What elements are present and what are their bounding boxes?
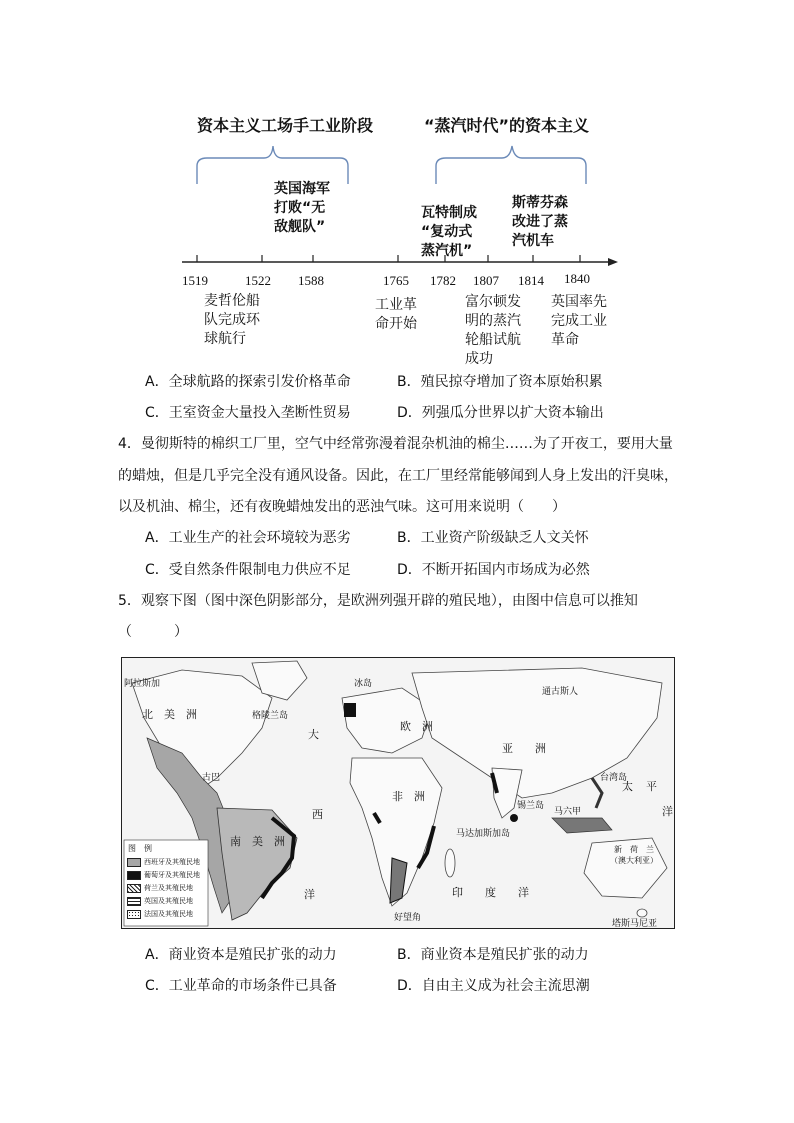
map-label-sri-lanka: 锡兰岛: [517, 801, 545, 811]
map-label-tongusi: 通古斯人: [542, 687, 579, 697]
q3-option-c[interactable]: C．王室资金大量投入垄断性贸易: [145, 405, 351, 421]
event-fulton: 富尔顿发 明的蒸汽 轮船试航 成功: [465, 294, 521, 367]
legend-portugal: [127, 870, 200, 880]
legend-netherlands: [127, 883, 193, 893]
q4-option-b[interactable]: B．工业资产阶级缺乏人文关怀: [397, 530, 589, 546]
timeline-ticks: [197, 255, 580, 262]
timeline-header-right: “蒸汽时代”的资本主义: [424, 116, 590, 135]
map-label-south-america: 南 美 洲: [230, 835, 285, 848]
q4-option-c[interactable]: C．受自然条件限制电力供应不足: [145, 562, 351, 578]
map-label-atlantic-yang: 洋: [304, 888, 315, 901]
map-label-pacific-tai: 太: [622, 780, 633, 793]
map-label-pacific-yang: 洋: [662, 805, 673, 818]
madagascar-shape: [445, 849, 455, 877]
legend-britain: [127, 896, 193, 906]
event-magellan: 麦哲伦船 队完成环 球航行: [204, 293, 260, 347]
q5-stem-line2: （ ）: [118, 624, 188, 640]
legend-swatch-france: [127, 910, 141, 919]
map-label-greenland: 格陵兰岛: [252, 711, 289, 721]
event-stephenson: 斯蒂芬森 改进了蒸 汽机车: [512, 195, 568, 249]
map-label-europe: 欧 洲: [400, 720, 433, 733]
q5-option-c[interactable]: C．工业革命的市场条件已具备: [145, 978, 337, 994]
map-label-cape: 好望角: [394, 913, 422, 923]
q4-stem-line1: 4．曼彻斯特的棉织工厂里，空气中经常弥漫着混杂机油的棉尘……为了开夜工，要用大量: [118, 436, 673, 452]
legend-swatch-netherlands: [127, 884, 141, 893]
year-1588: 1588: [298, 273, 324, 288]
legend-swatch-spain: [127, 858, 141, 867]
legend-label-spain: 西班牙及其殖民地: [144, 858, 200, 866]
q4-option-a[interactable]: A．工业生产的社会环境较为恶劣: [145, 530, 351, 546]
map-label-madagascar: 马达加斯加岛: [456, 829, 511, 839]
event-ir-start: 工业革 命开始: [375, 297, 417, 332]
q4-stem-line2: 的蜡烛，但是几乎完全没有通风设备。因此，在工厂里经常能够闻到人身上发出的汗臭味，: [118, 468, 678, 484]
map-label-north-america: 北 美 洲: [142, 708, 197, 721]
legend-label-france: 法国及其殖民地: [144, 910, 193, 918]
year-1519: 1519: [182, 273, 208, 288]
legend-label-britain: 英国及其殖民地: [144, 897, 193, 905]
map-label-indian-ocean: 印 度 洋: [452, 886, 529, 899]
ceylon-mark: [510, 814, 518, 822]
year-1765: 1765: [383, 273, 409, 288]
year-1807: 1807: [473, 273, 499, 288]
map-label-cuba: 古巴: [202, 773, 221, 783]
legend-label-portugal: 葡萄牙及其殖民地: [144, 871, 200, 879]
map-label-asia: 亚 洲: [502, 742, 546, 755]
year-1782: 1782: [430, 273, 456, 288]
map-label-taiwan: 台湾岛: [600, 773, 628, 783]
year-1814: 1814: [518, 273, 544, 288]
map-label-alaska: 阿拉斯加: [124, 679, 161, 689]
q3-option-b[interactable]: B．殖民掠夺增加了资本原始积累: [397, 374, 603, 390]
q5-option-d[interactable]: D．自由主义成为社会主流思潮: [397, 978, 590, 994]
year-1522: 1522: [245, 273, 271, 288]
q4-stem-line3: 以及机油、棉尘，还有夜晚蜡烛发出的恶浊气味。这可用来说明（ ）: [118, 499, 566, 515]
right-brace: [436, 146, 586, 184]
map-label-tasmania: 塔斯马尼亚: [612, 919, 658, 929]
legend-spain: [127, 857, 200, 867]
q5-stem-line1: 5．观察下图（图中深色阴影部分，是欧洲列强开辟的殖民地），由图中信息可以推知: [118, 593, 638, 609]
q3-option-a[interactable]: A．全球航路的探索引发价格革命: [145, 374, 351, 390]
timeline-arrow: [608, 258, 618, 266]
event-uk-done: 英国率先 完成工业 革命: [551, 294, 607, 348]
legend-france: [127, 909, 193, 919]
q4-option-d[interactable]: D．不断开拓国内市场成为必然: [397, 562, 590, 578]
q5-option-a[interactable]: A．商业资本是殖民扩张的动力: [145, 947, 337, 963]
q3-option-d[interactable]: D．列强瓜分世界以扩大资本输出: [397, 405, 604, 421]
left-brace: [197, 146, 348, 184]
legend-title: 图 例: [128, 844, 152, 853]
year-1840: 1840: [564, 271, 590, 286]
legend-label-netherlands: 荷兰及其殖民地: [144, 884, 193, 892]
legend-swatch-britain: [127, 897, 141, 906]
colonial-world-map: [121, 657, 675, 929]
map-label-atlantic-da: 大: [308, 728, 319, 741]
map-label-new-holland: 新 荷 兰 （澳大利亚）: [610, 845, 658, 865]
iberia-mark: [344, 703, 356, 717]
event-watt: 瓦特制成 “复动式 蒸汽机”: [421, 205, 477, 259]
map-label-malacca: 马六甲: [554, 807, 582, 817]
event-armada: 英国海军 打败“无 敌舰队”: [274, 181, 330, 235]
map-label-iceland: 冰岛: [354, 679, 373, 689]
timeline-header-left: 资本主义工场手工业阶段: [197, 116, 374, 135]
map-label-africa: 非 洲: [392, 790, 425, 803]
map-label-atlantic-xi: 西: [312, 808, 323, 821]
map-label-pacific-ping: 平: [646, 780, 657, 793]
legend-swatch-portugal: [127, 871, 141, 880]
q5-option-b[interactable]: B．商业资本是殖民扩张的动力: [397, 947, 589, 963]
